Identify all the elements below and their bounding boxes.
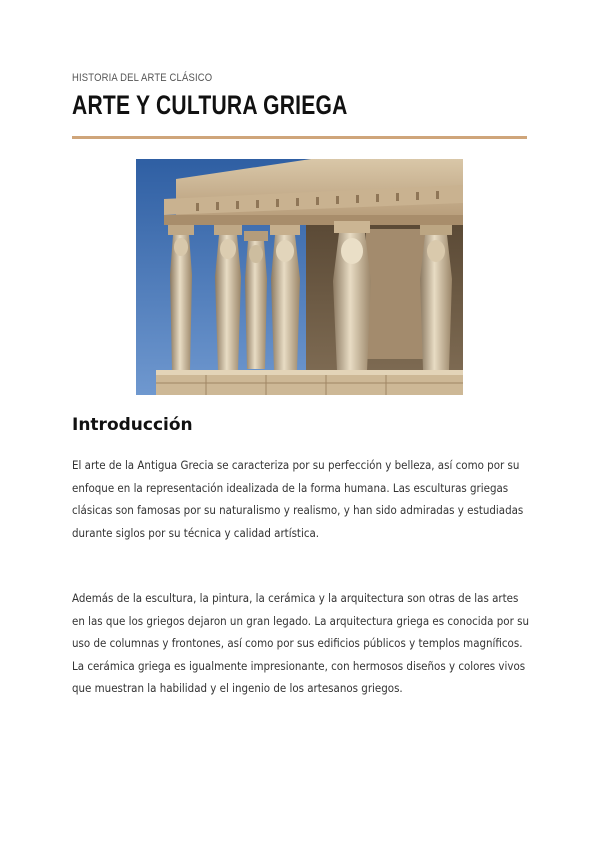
caryatids-photo <box>136 159 463 395</box>
caryatids-illustration <box>136 159 463 395</box>
paragraph-line: que muestran la habilidad y el ingenio de los artesanos griegos. <box>72 682 403 696</box>
page-title: ARTE Y CULTURA GRIEGA <box>72 90 348 120</box>
paragraph-line: El arte de la Antigua Grecia se caracteriza por su perfección y belleza, así como por su <box>72 459 520 472</box>
intro-heading: Introducción <box>72 415 193 435</box>
intro-paragraph-1 <box>72 455 524 545</box>
paragraph-line: clásicas son famosas por su naturalismo y realismo, y han sido admiradas y estudiadas <box>72 504 524 518</box>
paragraph-line: uso de columnas y frontones, así como por sus edificios públicos y templos magníficos. <box>72 637 523 651</box>
paragraph-line: Además de la escultura, la pintura, la cerámica y la arquitectura son otras de las artes <box>72 592 519 605</box>
title-divider <box>72 136 527 139</box>
paragraph-line: enfoque en la representación idealizada de la forma humana. Las esculturas griegas <box>72 481 509 495</box>
paragraph-line: durante siglos por su técnica y calidad artística. <box>72 526 320 540</box>
section-kicker: HISTORIA DEL ARTE CLÁSICO <box>72 72 213 84</box>
paragraph-line: La cerámica griega es igualmente impresionante, con hermosos diseños y colores vivos <box>72 659 526 673</box>
paragraph-line: en las que los griegos dejaron un gran legado. La arquitectura griega es conocida por su <box>72 614 529 628</box>
intro-paragraph-2 <box>72 588 529 701</box>
